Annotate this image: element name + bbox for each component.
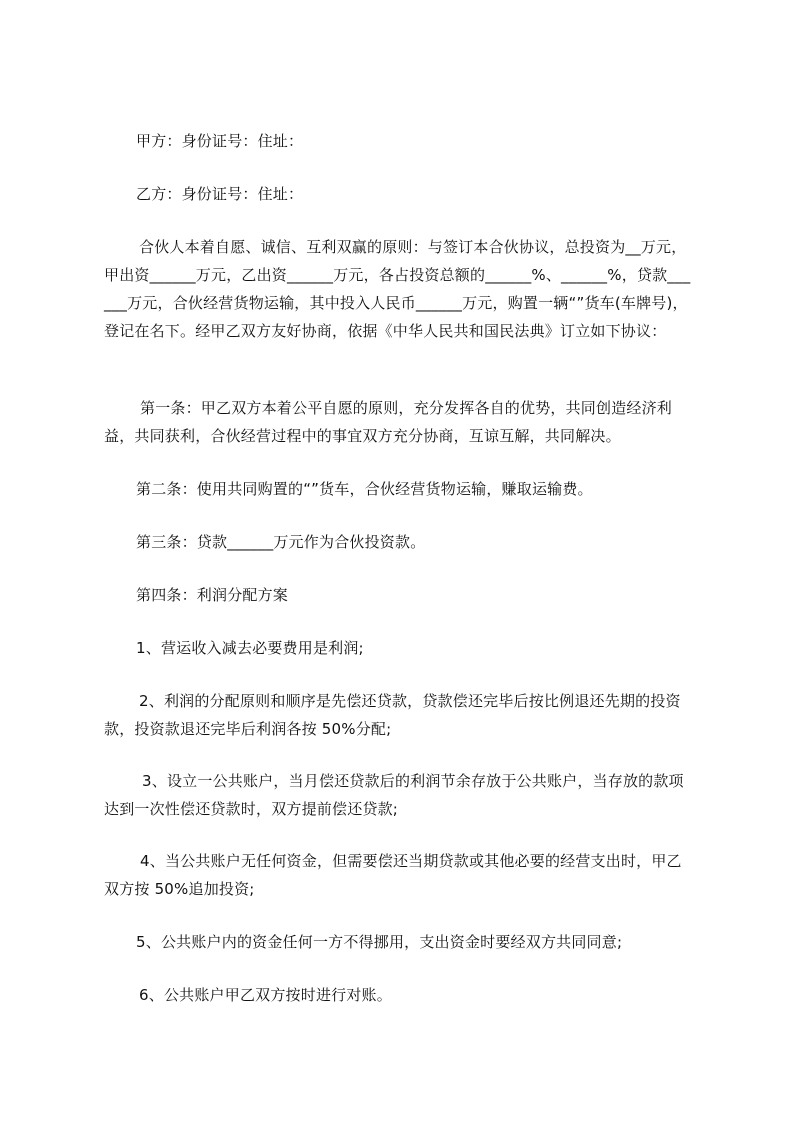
- article-3-paragraph: 第三条：贷款______万元作为合伙投资款。: [136, 533, 426, 551]
- item-1-paragraph: 1、营运收入减去必要费用是利润;: [136, 639, 364, 657]
- item-2-paragraph: 2、利润的分配原则和顺序是先偿还贷款，贷款偿还完毕后按比例退还先期的投资款，投资款退还完毕后利润各按 50%分配;: [104, 692, 681, 738]
- item-6-paragraph: 6、公共账户甲乙双方按时进行对账。: [139, 986, 392, 1004]
- party-b-line: 乙方：身份证号：住址：: [136, 185, 304, 203]
- item-5-paragraph: 5、公共账户内的资金任何一方不得挪用，支出资金时要经双方共同同意;: [136, 933, 623, 951]
- article-1-paragraph: 第一条：甲乙双方本着公平自愿的原则，充分发挥各自的优势，共同创造经济利益，共同获利，合伙经营过程中的事宜双方充分协商，互谅互解，共同解决。: [104, 399, 673, 445]
- item-3-paragraph: 3、设立一公共账户，当月偿还贷款后的利润节余存放于公共账户，当存放的款项达到一次性偿还贷款时，双方提前偿还贷款;: [104, 772, 684, 818]
- preamble-paragraph: 合伙人本着自愿、诚信、互利双赢的原则：与签订本合伙协议，总投资为__万元，甲出资______万元，乙出资______万元，各占投资总额的______%、______%，贷款______万元，合伙经营货物运输，其中投入人民币______万元，购置一辆“”货车(车牌号)，登记在名下。经甲乙双方友好协商，依据《中华人民共和国民法典》订立如下协议：: [104, 238, 691, 340]
- article-4-heading: 第四条：利润分配方案: [136, 586, 289, 604]
- party-a-line: 甲方：身份证号：住址：: [136, 132, 304, 150]
- item-4-paragraph: 4、当公共账户无任何资金，但需要偿还当期贷款或其他必要的经营支出时，甲乙双方按 50%追加投资;: [104, 852, 682, 898]
- article-2-paragraph: 第二条：使用共同购置的“”货车，合伙经营货物运输，赚取运输费。: [136, 480, 593, 498]
